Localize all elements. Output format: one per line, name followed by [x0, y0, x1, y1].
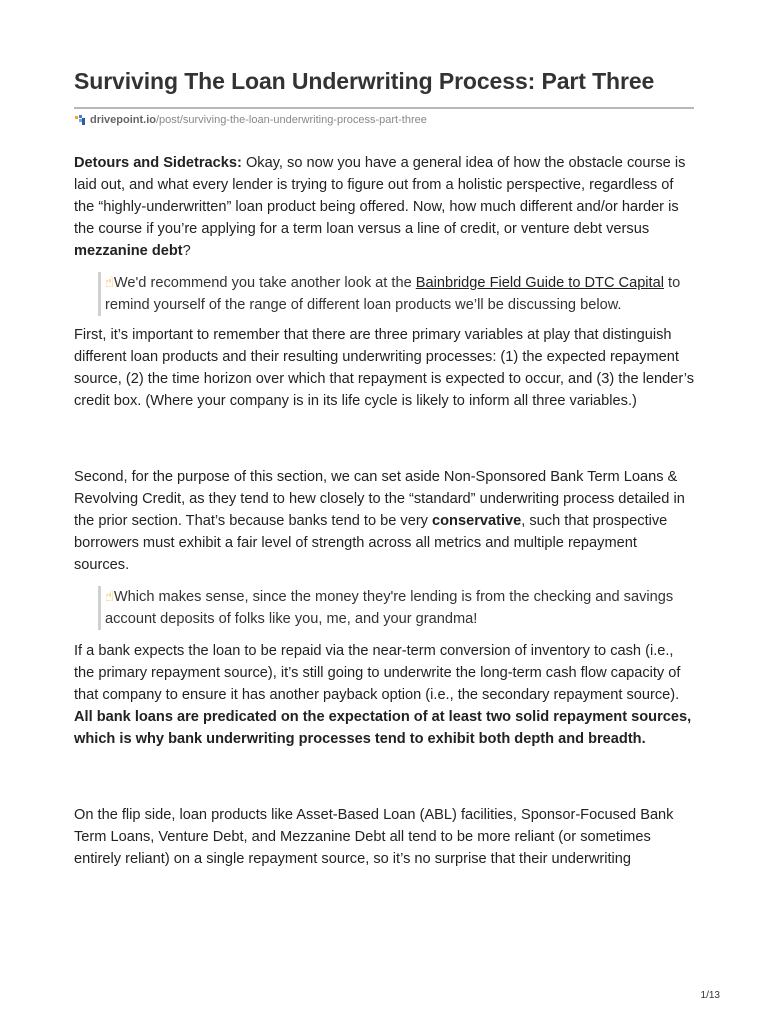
paragraph-bold: All bank loans are predicated on the expectation of at least two solid repayment sources, which is why bank underwriting processes tend to exhibit both depth and breadth.: [74, 709, 692, 747]
page-number: 1/13: [700, 990, 720, 1001]
callout-grandma: [98, 586, 694, 630]
source-domain: drivepoint.io: [90, 114, 156, 126]
page-title: Surviving The Loan Underwriting Process: Part Three: [74, 68, 655, 94]
callout-text: We'd recommend you take another look at the: [113, 275, 416, 291]
paragraph-end: ?: [182, 243, 191, 259]
pointing-finger-icon: ☝: [105, 588, 114, 605]
pointing-finger-icon: ☝: [105, 274, 114, 291]
paragraph-detours: [74, 152, 694, 262]
field-guide-link[interactable]: Bainbridge Field Guide to DTC Capital: [415, 275, 664, 291]
title-divider: [74, 107, 694, 109]
callout-text: Which makes sense, since the money they're lending is from the checking and savings account deposits of folks like you, me, and your grandma!: [105, 589, 674, 627]
paragraph-text: Second, for the purpose of this section, we can set aside Non-Sponsored Bank Term Loans & Revolving Credit, as they tend to hew closely to the “standard” underwriting process detailed in the prior section. That’s because banks tend to be very: [74, 469, 685, 529]
callout-text-end: to remind yourself of the range of different loan products we’ll be discussing below.: [105, 275, 681, 313]
paragraph-bold: conservative: [432, 513, 522, 529]
paragraph-text-end: , such that prospective borrowers must exhibit a fair level of strength across all metrics and multiple repayment sources.: [74, 513, 668, 573]
source-url[interactable]: [74, 114, 427, 126]
article-body: [74, 152, 694, 870]
paragraph-bold: mezzanine debt: [74, 243, 183, 259]
paragraph-variables: First, it’s important to remember that there are three primary variables at play that distinguish different loan products and their resulting underwriting processes: (1) the expected repayment source, (2) the time horizon over which that repayment is expected to occur, and (3) the lender’s credit box. (Where your company is in its life cycle is likely to inform all three variables.): [74, 327, 695, 409]
paragraph-banks: [74, 466, 694, 576]
paragraph-text: Okay, so now you have a general idea of how the obstacle course is laid out, and what every lender is trying to figure out from a holistic perspective, regardless of the “highly-underwritten” loan product being offered. Now, how much different and/or harder is the course if you’re applying for a term loan versus a line of credit, or venture debt versus: [74, 155, 686, 237]
source-path: /post/surviving-the-loan-underwriting-process-part-three: [156, 114, 427, 126]
paragraph-lead: Detours and Sidetracks:: [74, 155, 242, 171]
callout-guide: [98, 272, 694, 316]
paragraph-repayment: [74, 640, 694, 750]
paragraph-text: If a bank expects the loan to be repaid via the near-term conversion of inventory to cash (i.e., the primary repayment source), it’s still going to underwrite the long-term cash flow capacity of that company to ensure it has another payback option (i.e., the secondary repayment source).: [74, 643, 681, 703]
drivepoint-favicon-icon: [74, 114, 86, 126]
paragraph-flip-side: On the flip side, loan products like Asset-Based Loan (ABL) facilities, Sponsor-Focused Bank Term Loans, Venture Debt, and Mezzanine Debt all tend to be more reliant (or sometimes entirely reliant) on a single repayment source, so it’s no surprise that their underwriting: [74, 807, 674, 867]
